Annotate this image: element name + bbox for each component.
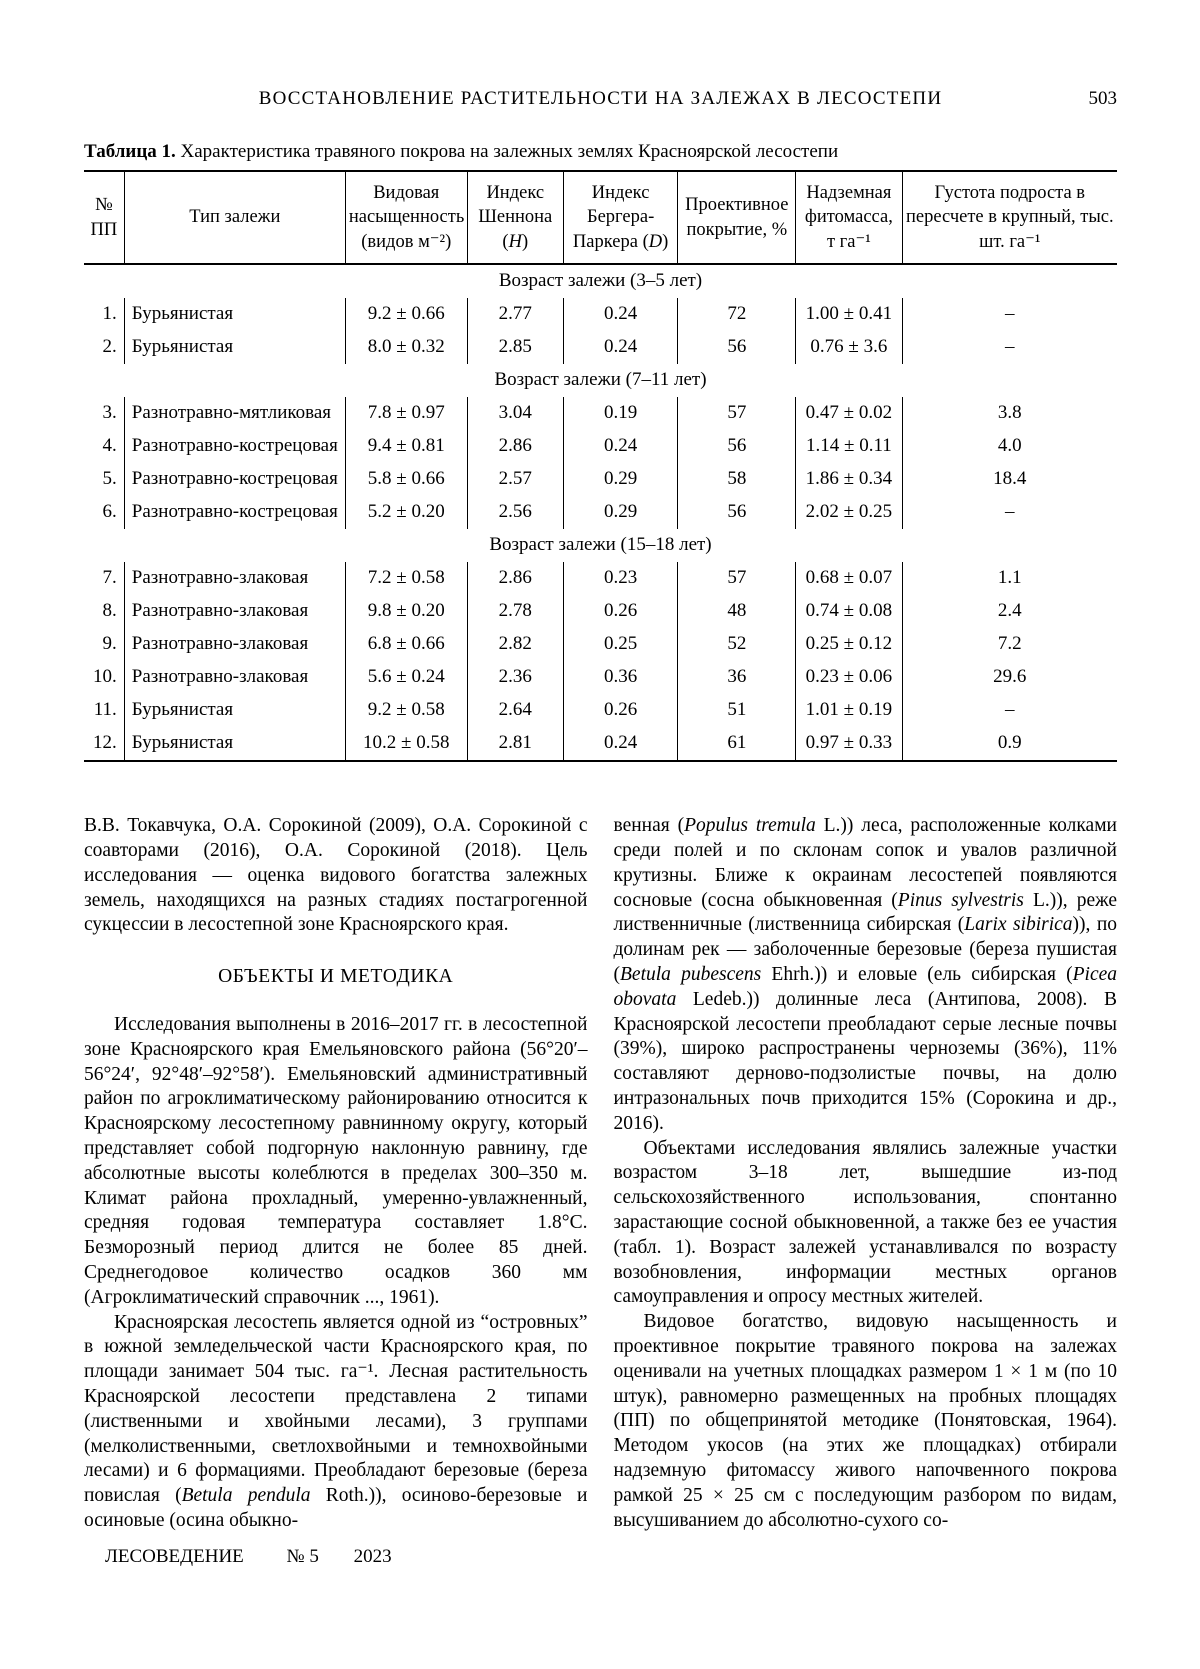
text-segment: Ledeb.)) долинные леса (Антипова, 2008). В Красноярской лесостепи преобладают серые лесные почвы (39%), широко распространены черноземы (36%), 11% составляют дерново-подзолистые почвы, на долю интразональных почв приходится 15% (Сорокина и др., 2016). — [613, 988, 1117, 1134]
column-header-6: Надземная фитомасса, т га⁻¹ — [796, 171, 902, 264]
table-cell: 10.2 ± 0.58 — [345, 727, 467, 761]
column-header-3: Индекс Шеннона (H) — [467, 171, 563, 264]
table-cell: 0.29 — [563, 496, 678, 529]
table-cell: 9.2 ± 0.66 — [345, 298, 467, 331]
table-cell: Разнотравно-кострецовая — [124, 430, 345, 463]
table-cell: 0.68 ± 0.07 — [796, 562, 902, 595]
table-cell: 72 — [678, 298, 796, 331]
table-cell: 2.86 — [467, 562, 563, 595]
table-cell: 5.8 ± 0.66 — [345, 463, 467, 496]
table-cell: 2.4 — [902, 595, 1117, 628]
table-cell: 0.26 — [563, 694, 678, 727]
table-caption-label: Таблица 1. — [84, 141, 176, 162]
table-cell: Бурьянистая — [124, 694, 345, 727]
table-cell: 0.23 — [563, 562, 678, 595]
table-cell: 0.36 — [563, 661, 678, 694]
text-segment: )), по долинам рек — заболоченные березовые (береза пушистая ( — [613, 914, 1118, 985]
table-cell: 57 — [678, 397, 796, 430]
table-cell: 57 — [678, 562, 796, 595]
table-cell: 0.24 — [563, 298, 678, 331]
table-cell: 2.56 — [467, 496, 563, 529]
table-row — [84, 298, 1117, 331]
species-name: Picea obovata — [613, 964, 1117, 1010]
text-segment: Исследования выполнены в 2016–2017 гг. в лесостепной зоне Красноярского края Емельяновского района (56°20′–56°24′, 92°48′–92°58′). Емельяновский административный район по агроклиматическому районированию относится к Красноярскому лесостепному равнинному округу, который представляет собой подгорную наклонную равнину, где абсолютные высоты колеблются в пределах 300–350 м. Климат района прохладный, умеренно-увлажненный, средняя годовая температура составляет 1.8°С. Безморозный период длится не более 85 дней. Среднегодовое количество осадков 360 мм (Агроклиматический справочник ..., 1961). — [84, 1014, 588, 1308]
table-cell: – — [902, 496, 1117, 529]
text-segment: Объектами исследования являлись залежные участки возрастом 3–18 лет, вышедшие из-под сельскохозяйственного использования, спонтанно зарастающие сосной обыкновенной, а также без ее участия (табл. 1). Возраст залежей устанавливался по возрасту возобновления, информации местных органов самоуправления и опросу местных жителей. — [613, 1137, 1117, 1308]
footer-year: 2023 — [353, 1546, 392, 1567]
table-cell: 2.85 — [467, 331, 563, 364]
table-row — [84, 562, 1117, 595]
table-cell: 2.02 ± 0.25 — [796, 496, 902, 529]
table-cell: 52 — [678, 628, 796, 661]
table-cell: 0.23 ± 0.06 — [796, 661, 902, 694]
table-cell: 9. — [102, 633, 117, 655]
table-cell: 61 — [678, 727, 796, 761]
table-cell: Бурьянистая — [124, 331, 345, 364]
table-cell: 12. — [93, 732, 117, 754]
table-cell: 36 — [678, 661, 796, 694]
paragraph — [614, 1310, 1118, 1533]
table-cell: 18.4 — [902, 463, 1117, 496]
characteristics-table — [84, 170, 1117, 762]
table-cell: 29.6 — [902, 661, 1117, 694]
table-caption-text: Характеристика травяного покрова на залежных землях Красноярской лесостепи — [180, 141, 839, 162]
text-segment: Видовое богатство, видовую насыщенность и проективное покрытие травяного покрова на залежах оценивали на учетных площадках размером 1 × 1 м (по 10 штук), равномерно размещенных на пробных площадях (ПП) по общепринятой методике (Понятовская, 1964). Методом укосов (на этих же площадках) отбирали надземную фитомассу живого напочвенного покрова рамкой 25 × 25 см с последующим разбором по видам, высушиванием до абсолютно-сухого со- — [613, 1311, 1117, 1531]
table-cell: 6.8 ± 0.66 — [345, 628, 467, 661]
table-row — [84, 595, 1117, 628]
footer-journal-name: ЛЕСОВЕДЕНИЕ — [105, 1546, 244, 1567]
table-cell: 3.8 — [902, 397, 1117, 430]
table-cell: 51 — [678, 694, 796, 727]
table-cell: 0.24 — [563, 430, 678, 463]
table-cell: 8. — [102, 600, 117, 622]
table-cell: 4. — [102, 435, 117, 457]
table-row — [84, 661, 1117, 694]
table-cell: 5. — [102, 468, 117, 490]
table-cell: – — [902, 694, 1117, 727]
table-cell: 3. — [102, 402, 117, 424]
table-cell: 7.2 — [902, 628, 1117, 661]
table-row — [84, 694, 1117, 727]
table-section-row — [84, 364, 1117, 397]
table-cell: 1.1 — [902, 562, 1117, 595]
table-cell: 1.86 ± 0.34 — [796, 463, 902, 496]
column-header-2: Видовая насыщенность (видов м⁻²) — [345, 171, 467, 264]
text-segment: венная ( — [613, 815, 685, 837]
text-column-left — [84, 814, 588, 1534]
table-cell: 56 — [678, 331, 796, 364]
table-row — [84, 463, 1117, 496]
paragraph — [84, 1013, 588, 1311]
table-cell: 1.14 ± 0.11 — [796, 430, 902, 463]
table-cell: 56 — [678, 430, 796, 463]
table-cell: 5.2 ± 0.20 — [345, 496, 467, 529]
running-head — [84, 0, 1117, 110]
table-row — [84, 727, 1117, 761]
column-header-4: Индекс Бергера-Паркера (D) — [563, 171, 678, 264]
table-row — [84, 430, 1117, 463]
table-cell: 0.25 — [563, 628, 678, 661]
table-cell: 8.0 ± 0.32 — [345, 331, 467, 364]
table-cell: 3.04 — [467, 397, 563, 430]
table-cell: 2.78 — [467, 595, 563, 628]
text-segment: L.)) леса, расположенные колками среди полей и по склонам сопок и увалов различной крутизны. Ближе к окраинам лесостепей появляются сосновые (сосна обыкновенная ( — [613, 815, 1117, 911]
table-cell: 6. — [102, 501, 117, 523]
table-row — [84, 331, 1117, 364]
table-row — [84, 496, 1117, 529]
table-cell: 2. — [102, 336, 117, 358]
table-cell: 0.47 ± 0.02 — [796, 397, 902, 430]
table-cell: – — [902, 298, 1117, 331]
text-segment: В.В. Токавчука, О.А. Сорокиной (2009), О.А. Сорокиной с соавторами (2016), О.А. Сорокиной (2018). Цель исследования — оценка видового богатства залежных земель, находящихся на разных стадиях постагрогенной сукцессии в лесостепной зоне Красноярского края. — [84, 815, 588, 936]
table-cell: 56 — [678, 496, 796, 529]
table-cell: Бурьянистая — [124, 298, 345, 331]
species-name: Betula pendula — [181, 1485, 311, 1507]
table-cell: 11. — [93, 699, 117, 721]
table-cell: 0.24 — [563, 727, 678, 761]
table-section-row — [84, 264, 1117, 298]
footer-issue: № 5 — [286, 1546, 319, 1567]
table-cell: Разнотравно-кострецовая — [124, 463, 345, 496]
table-cell: Разнотравно-злаковая — [124, 595, 345, 628]
table-cell: 9.8 ± 0.20 — [345, 595, 467, 628]
table-section-title: Возраст залежи (3–5 лет) — [498, 270, 703, 292]
table-cell: 0.76 ± 3.6 — [796, 331, 902, 364]
column-header-1: Тип залежи — [124, 171, 345, 264]
table-cell: – — [902, 331, 1117, 364]
table-cell: 48 — [678, 595, 796, 628]
paragraph — [84, 814, 588, 938]
journal-footer — [105, 1546, 392, 1568]
table-section-title: Возраст залежи (7–11 лет) — [494, 369, 707, 391]
table-cell: 0.9 — [902, 727, 1117, 761]
text-segment: L.)), реже лиственничные (лиственница сибирская ( — [613, 889, 1117, 936]
table-section-row — [84, 529, 1117, 562]
table-cell: 5.6 ± 0.24 — [345, 661, 467, 694]
table-cell: 9.2 ± 0.58 — [345, 694, 467, 727]
table-cell: 2.82 — [467, 628, 563, 661]
table-cell: 2.36 — [467, 661, 563, 694]
table-cell: 0.19 — [563, 397, 678, 430]
table-cell: 1.00 ± 0.41 — [796, 298, 902, 331]
table-cell: 2.81 — [467, 727, 563, 761]
table-cell: 0.74 ± 0.08 — [796, 595, 902, 628]
table-cell: 0.29 — [563, 463, 678, 496]
table-cell: 2.64 — [467, 694, 563, 727]
page-number: 503 — [1088, 88, 1117, 109]
table-body — [84, 264, 1117, 761]
table-cell: 2.57 — [467, 463, 563, 496]
table-cell: 0.97 ± 0.33 — [796, 727, 902, 761]
table-cell: Разнотравно-злаковая — [124, 562, 345, 595]
section-heading: ОБЪЕКТЫ И МЕТОДИКА — [218, 966, 454, 988]
species-name: Pinus sylvestris — [897, 889, 1024, 911]
table-cell: 1.01 ± 0.19 — [796, 694, 902, 727]
table-cell: Разнотравно-злаковая — [124, 661, 345, 694]
table-row — [84, 397, 1117, 430]
table-cell: 58 — [678, 463, 796, 496]
table-cell: 2.86 — [467, 430, 563, 463]
table-cell: 0.26 — [563, 595, 678, 628]
running-title: ВОССТАНОВЛЕНИЕ РАСТИТЕЛЬНОСТИ НА ЗАЛЕЖАХ В ЛЕСОСТЕПИ — [258, 88, 943, 109]
table-cell: 9.4 ± 0.81 — [345, 430, 467, 463]
table-cell: Разнотравно-злаковая — [124, 628, 345, 661]
paragraph — [614, 814, 1118, 1136]
table-row — [84, 628, 1117, 661]
table-cell: 10. — [93, 666, 117, 688]
table-cell: Разнотравно-кострецовая — [124, 496, 345, 529]
table-cell: 2.77 — [467, 298, 563, 331]
table-cell: 0.25 ± 0.12 — [796, 628, 902, 661]
species-name: Populus tremula — [684, 815, 816, 837]
table-header-row — [84, 171, 1117, 264]
table-cell: 1. — [102, 303, 117, 325]
table-header — [84, 171, 1117, 264]
table-cell: 7.2 ± 0.58 — [345, 562, 467, 595]
text-segment: Roth.)), осиново-березовые и осиновые (осина обыкно- — [84, 1485, 588, 1531]
paragraph — [614, 1137, 1118, 1311]
table-section-title: Возраст залежи (15–18 лет) — [489, 534, 712, 556]
species-name: Larix sibirica — [964, 914, 1073, 936]
table-cell: 7. — [102, 567, 117, 589]
table-caption — [84, 141, 1117, 163]
article-body — [84, 814, 1117, 1534]
text-column-right — [614, 814, 1118, 1534]
table-cell: 7.8 ± 0.97 — [345, 397, 467, 430]
species-name: Betula pubescens — [620, 964, 762, 985]
table-cell: 0.24 — [563, 331, 678, 364]
table-cell: Бурьянистая — [124, 727, 345, 761]
text-segment: Ehrh.)) и еловые (ель сибирская ( — [761, 964, 1073, 985]
column-header-5: Проективное покрытие, % — [678, 171, 796, 264]
table-cell: Разнотравно-мятликовая — [124, 397, 345, 430]
column-header-0: № ПП — [84, 171, 124, 264]
table-cell: 4.0 — [902, 430, 1117, 463]
paragraph — [84, 1311, 588, 1534]
column-header-7: Густота подроста в пересчете в крупный, тыс. шт. га⁻¹ — [902, 171, 1117, 264]
text-segment: Красноярская лесостепь является одной из “островных” в южной земледельческой части Красноярского края, по площади занимает 504 тыс. га⁻¹. Лесная растительность Красноярской лесостепи представлена 2 типами (лиственными и хвойными лесами), 3 группами (мелколиственными, светлохвойными и темнохвойными лесами) и 6 формациями. Преобладают березовые (береза повислая ( — [84, 1311, 588, 1507]
